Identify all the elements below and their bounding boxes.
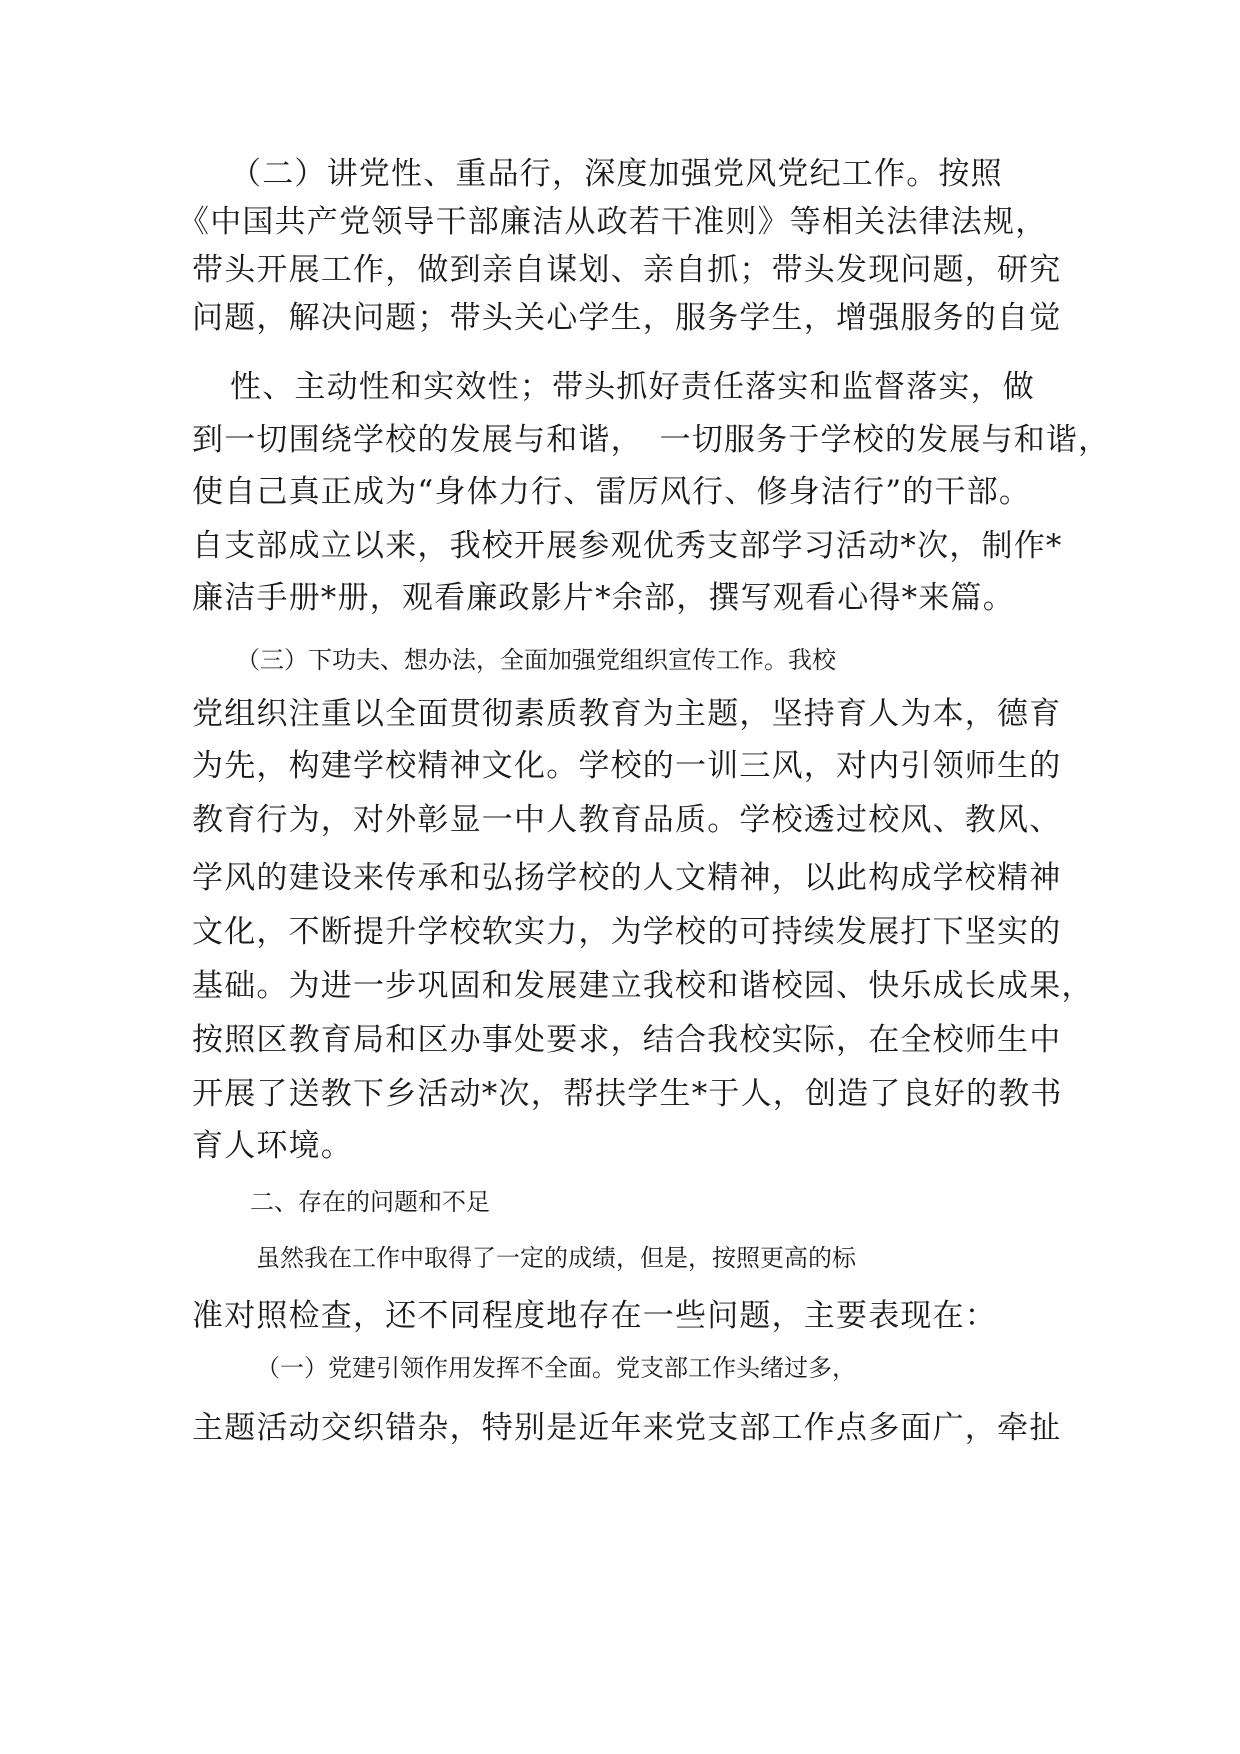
text-line: 为先，构建学校精神文化。学校的一训三风，对内引领师生的 [192, 748, 1062, 784]
text-line: 到一切围绕学校的发展与和谐， 一切服务于学校的发展与和谐， [192, 422, 1111, 458]
text-line: 带头开展工作，做到亲自谋划、亲自抓；带头发现问题，研究 [192, 252, 1062, 288]
text-line: 基础。为进一步巩固和发展建立我校和谐校园、快乐成长成果， [192, 968, 1094, 1004]
text-line: 问题，解决问题；带头关心学生，服务学生，增强服务的自觉 [192, 300, 1062, 336]
text-line: 育人环境。 [192, 1128, 353, 1164]
text-line: （一）党建引领作用发挥不全面。党支部工作头绪过多， [256, 1354, 856, 1382]
text-line: 主题活动交织错杂，特别是近年来党支部工作点多面广，牵扯 [192, 1410, 1062, 1446]
text-line: 使自己真正成为“身体力行、雷厉风行、修身洁行”的干部。 [192, 474, 1032, 510]
section-heading: 二、存在的问题和不足 [250, 1188, 490, 1216]
text-line: （二）讲党性、重品行，深度加强党风党纪工作。按照 [230, 156, 1003, 192]
text-line: 教育行为，对外彰显一中人教育品质。学校透过校风、教风、 [192, 802, 1062, 838]
text-line: 文化，不断提升学校软实力，为学校的可持续发展打下坚实的 [192, 914, 1062, 950]
text-line: 性、主动性和实效性；带头抓好责任落实和监督落实，做 [230, 369, 1035, 405]
text-line: 学风的建设来传承和弘扬学校的人文精神，以此构成学校精神 [192, 860, 1062, 896]
text-line: 按照区教育局和区办事处要求，结合我校实际，在全校师生中 [192, 1022, 1062, 1058]
text-line: 虽然我在工作中取得了一定的成绩，但是，按照更高的标 [256, 1244, 856, 1272]
text-line: 自支部成立以来，我校开展参观优秀支部学习活动*次，制作* [192, 528, 1063, 564]
text-line: 《中国共产党领导干部廉洁从政若干准则》等相关法律法规， [178, 204, 1048, 240]
text-line: （三）下功夫、想办法，全面加强党组织宣传工作。我校 [236, 646, 836, 674]
text-line: 党组织注重以全面贯彻素质教育为主题，坚持育人为本，德育 [192, 696, 1062, 732]
text-line: 开展了送教下乡活动*次，帮扶学生*于人，创造了良好的教书 [192, 1076, 1063, 1112]
text-line: 准对照检查，还不同程度地存在一些问题，主要表现在： [192, 1298, 997, 1334]
text-line: 廉洁手册*册，观看廉政影片*余部，撰写观看心得*来篇。 [192, 580, 1015, 616]
